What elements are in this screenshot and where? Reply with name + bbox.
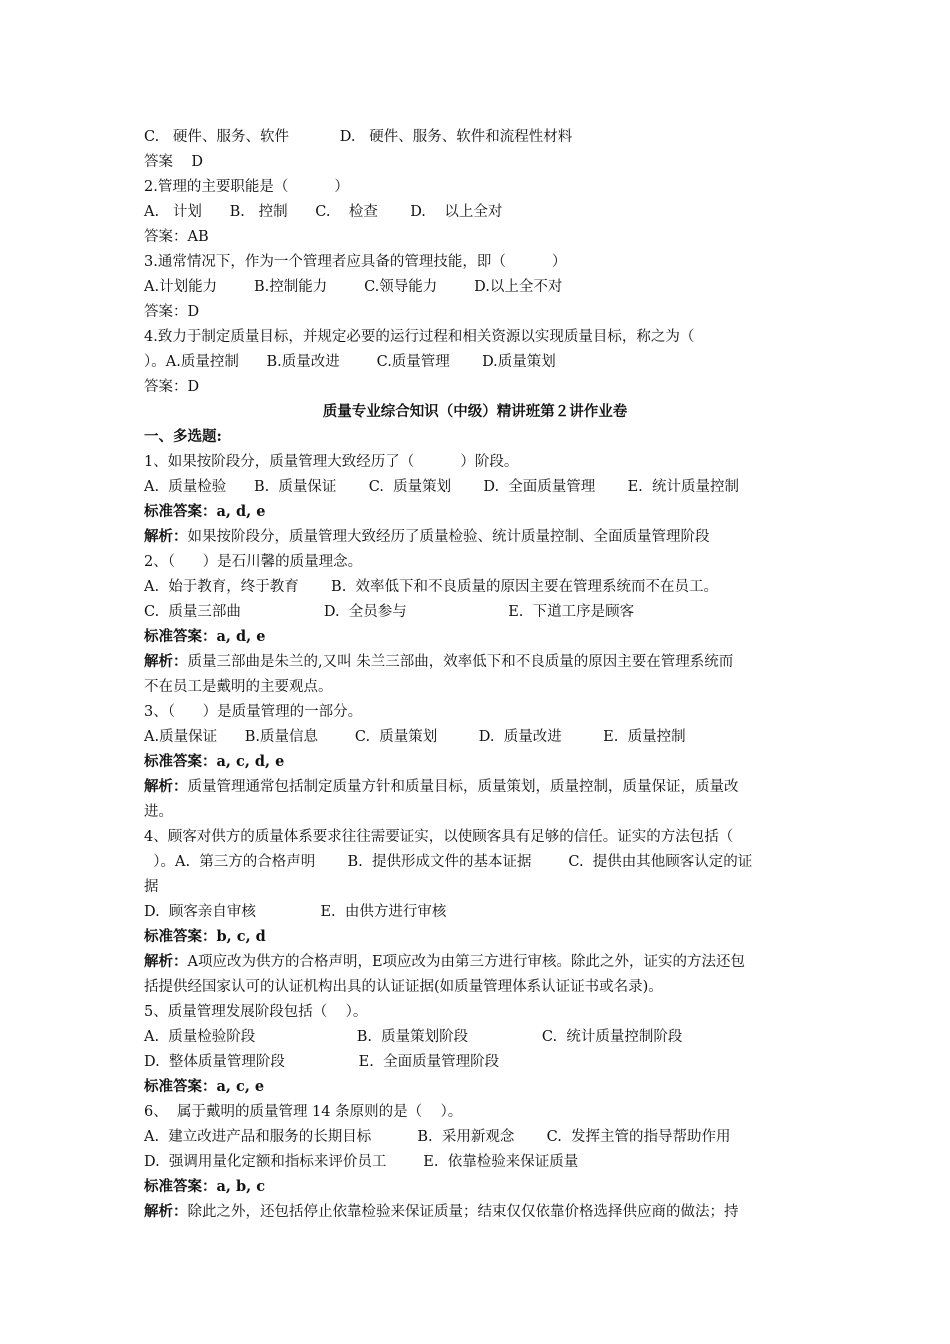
mq2-options: C. 质量三部曲 D. 全员参与 E. 下道工序是顾客 [144,604,635,620]
answer-label: 标准答案： [144,628,217,645]
mq1-explanation [144,527,710,547]
mq6-answer [144,1177,265,1197]
mq2-options: A. 始于教育，终于教育 B. 效率低下和不良质量的原因主要在管理系统而不在员工。 [144,579,719,595]
answer-label: 标准答案： [144,753,217,770]
mq1-question: 1、如果按阶段分，质量管理大致经历了（ ）阶段。 [144,454,519,470]
explanation-text: 如果按阶段分，质量管理大致经历了质量检验、统计质量控制、全面质量管理阶段 [187,529,710,545]
answer-value: a, d, e [216,503,266,520]
mq2-explanation [144,652,733,672]
explanation-label: 解析： [144,778,188,795]
explanation-label: 解析： [144,1203,188,1220]
mq3-explanation [144,777,739,797]
mq3-question: 3、（ ）是质量管理的一部分。 [144,704,363,720]
mq1-answer [144,502,265,522]
mq6-question: 6、 属于戴明的质量管理 14 条原则的是（ ）。 [144,1104,463,1120]
section-heading: 一、多选题: [144,428,222,445]
explanation-text: 质量管理通常包括制定质量方针和质量目标，质量策划，质量控制，质量保证，质量改 [187,779,739,795]
mq5-options: D. 整体质量管理阶段 E. 全面质量管理阶段 [144,1054,500,1070]
answer-value: a, c, e [216,1078,265,1095]
section-title: 质量专业综合知识（中级）精讲班第２讲作业卷 [322,403,628,420]
mq2-question: 2、（ ）是石川馨的质量理念。 [144,554,363,570]
mq5-answer [144,1077,264,1097]
mq5-options: A. 质量检验阶段 B. 质量策划阶段 C. 统计质量控制阶段 [144,1029,683,1045]
mq1-options: A. 质量检验 B. 质量保证 C. 质量策划 D. 全面质量管理 E. 统计质量控制 [144,479,739,495]
answer-value: a, b, c [216,1178,266,1195]
mq3-options: A.质量保证 B.质量信息 C. 质量策划 D. 质量改进 E. 质量控制 [144,729,686,745]
answer-label: 标准答案： [144,1078,217,1095]
mq4-question-cont: 据 [144,879,159,895]
explanation-text: A项应改为供方的合格声明，E项应改为由第三方进行审核。除此之外，证实的方法还包 [187,954,746,970]
mq6-options: A. 建立改进产品和服务的长期目标 B. 采用新观念 C. 发挥主管的指导帮助作用 [144,1129,731,1145]
answer-line: 答案：D [144,304,200,320]
mq2-answer [144,627,265,647]
mq4-question: 4、顾客对供方的质量体系要求往往需要证实，以使顾客具有足够的信任。证实的方法包括（ [144,829,734,845]
answer-value: a, d, e [216,628,266,645]
q2-options: A. 计划 B. 控制 C. 检查 D. 以上全对 [144,204,503,220]
mq2-explanation-cont: 不在员工是戴明的主要观点。 [144,679,333,695]
mq3-answer [144,752,284,772]
answer-line: 答案：AB [144,229,209,245]
question-4: 4.致力于制定质量目标，并规定必要的运行过程和相关资源以实现质量目标，称之为（ [144,329,695,345]
mq6-explanation [144,1202,739,1222]
mq6-options: D. 强调用量化定额和指标来评价员工 E. 依靠检验来保证质量 [144,1154,579,1170]
q3-options: A.计划能力 B.控制能力 C.领导能力 D.以上全不对 [144,279,563,295]
mq4-question-cont: ）。A. 第三方的合格声明 B. 提供形成文件的基本证据 C. 提供由其他顾客认定的证 [144,854,753,870]
mq4-explanation-cont: 括提供经国家认可的认证机构出具的认证证据(如质量管理体系认证证书或名录)。 [144,979,663,995]
question-3: 3.通常情况下，作为一个管理者应具备的管理技能，即（ ） [144,254,567,270]
q4-options: ）。A.质量控制 B.质量改进 C.质量管理 D.质量策划 [144,354,556,370]
explanation-label: 解析： [144,528,188,545]
q-options-line: C. 硬件、服务、软件 D. 硬件、服务、软件和流程性材料 [144,129,573,145]
answer-label: 标准答案： [144,928,217,945]
explanation-text: 质量三部曲是朱兰的,又叫 朱兰三部曲，效率低下和不良质量的原因主要在管理系统而 [187,654,734,670]
mq4-answer [144,927,266,947]
answer-line: 答案 D [144,154,204,170]
answer-label: 标准答案： [144,1178,217,1195]
mq3-explanation-cont: 进。 [144,804,173,820]
answer-label: 标准答案： [144,503,217,520]
explanation-label: 解析： [144,653,188,670]
mq5-question: 5、质量管理发展阶段包括（ ）。 [144,1004,368,1020]
question-2: 2.管理的主要职能是（ ） [144,179,349,195]
explanation-text: 除此之外，还包括停止依靠检验来保证质量；结束仅仅依靠价格选择供应商的做法；持 [187,1204,739,1220]
answer-value: b, c, d [216,928,266,945]
answer-line: 答案：D [144,379,200,395]
mq4-options: D. 顾客亲自审核 E. 由供方进行审核 [144,904,447,920]
mq4-explanation [144,952,745,972]
answer-value: a, c, d, e [216,753,285,770]
explanation-label: 解析： [144,953,188,970]
